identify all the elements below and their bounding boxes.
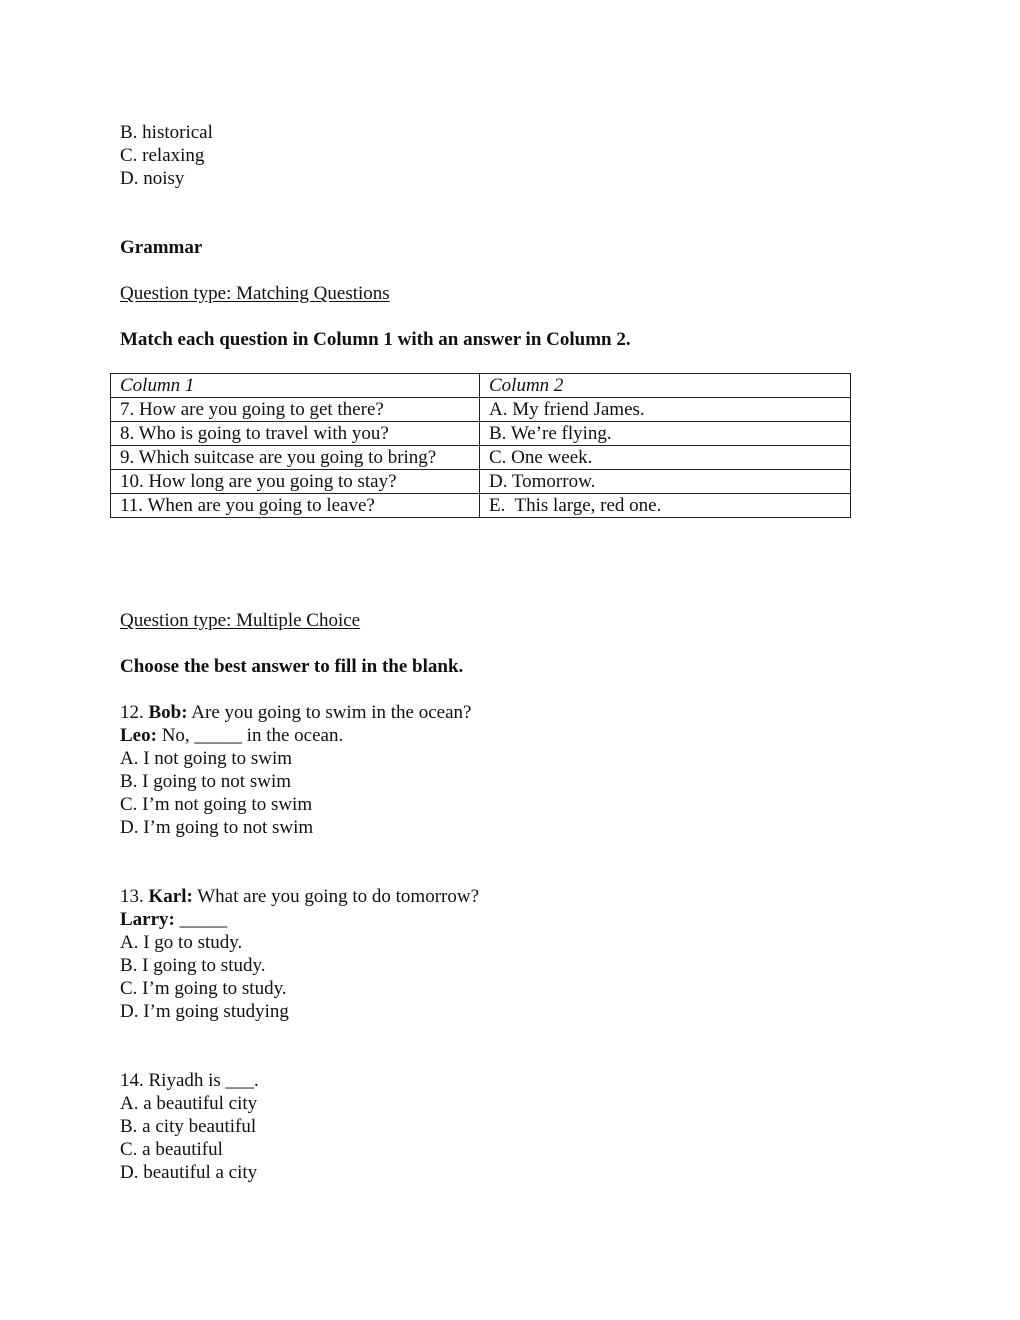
question-cell: 7. How are you going to get there? [111,398,480,422]
speaker-name: Karl: [148,886,193,907]
column-header: Column 1 [111,374,480,398]
section-title: Grammar [120,237,203,258]
speaker-name: Larry: [120,909,175,930]
speaker-name: Bob: [148,702,188,723]
dialogue-text: What are you going to do tomorrow? [192,886,479,907]
question-text: Riyadh is ___. [148,1070,259,1091]
option: D. I’m going studying [120,1001,289,1022]
question-12-line-2 [120,724,343,747]
answer-cell: C. One week. [480,446,851,470]
option: C. I’m not going to swim [120,794,313,815]
option: B. I going to study. [120,955,266,976]
table-row [111,398,851,422]
table-row [111,422,851,446]
question-13-line-2 [120,908,227,931]
question-13-line-1 [120,885,479,908]
option: C. relaxing [120,145,205,166]
matching-table [110,373,851,518]
speaker-name: Leo: [120,725,157,746]
question-number: 14. [120,1070,144,1091]
question-12-options [120,747,313,839]
previous-question-options [120,121,213,190]
option: A. a beautiful city [120,1093,258,1114]
question-12-line-1 [120,701,471,724]
answer-cell: D. Tomorrow. [480,470,851,494]
option: B. a city beautiful [120,1116,257,1137]
question-cell: 11. When are you going to leave? [111,494,480,518]
dialogue-text: No, _____ in the ocean. [156,725,344,746]
table-row [111,446,851,470]
question-14-options [120,1092,257,1184]
answer-cell: B. We’re flying. [480,422,851,446]
instruction: Match each question in Column 1 with an answer in Column 2. [120,329,631,350]
answer-cell: A. My friend James. [480,398,851,422]
table-header-row [111,374,851,398]
question-13-options [120,931,289,1023]
question-number: 12. [120,702,144,723]
option: C. a beautiful [120,1139,223,1160]
option: D. beautiful a city [120,1162,258,1183]
question-14-prompt [120,1069,259,1092]
column-header: Column 2 [480,374,851,398]
option: A. I go to study. [120,932,243,953]
dialogue-text: Are you going to swim in the ocean? [187,702,472,723]
table-row [111,470,851,494]
question-cell: 10. How long are you going to stay? [111,470,480,494]
answer-cell: E. This large, red one. [480,494,851,518]
instruction: Choose the best answer to fill in the blank. [120,656,464,677]
option: B. I going to not swim [120,771,292,792]
option: D. I’m going to not swim [120,817,314,838]
option: B. historical [120,122,213,143]
option: D. noisy [120,168,185,189]
question-number: 13. [120,886,144,907]
question-cell: 8. Who is going to travel with you? [111,422,480,446]
option: C. I’m going to study. [120,978,287,999]
table-row [111,494,851,518]
dialogue-text: _____ [174,909,228,930]
question-cell: 9. Which suitcase are you going to bring? [111,446,480,470]
question-type-label: Question type: Matching Questions [120,283,390,304]
question-type-label: Question type: Multiple Choice [120,610,361,631]
option: A. I not going to swim [120,748,293,769]
